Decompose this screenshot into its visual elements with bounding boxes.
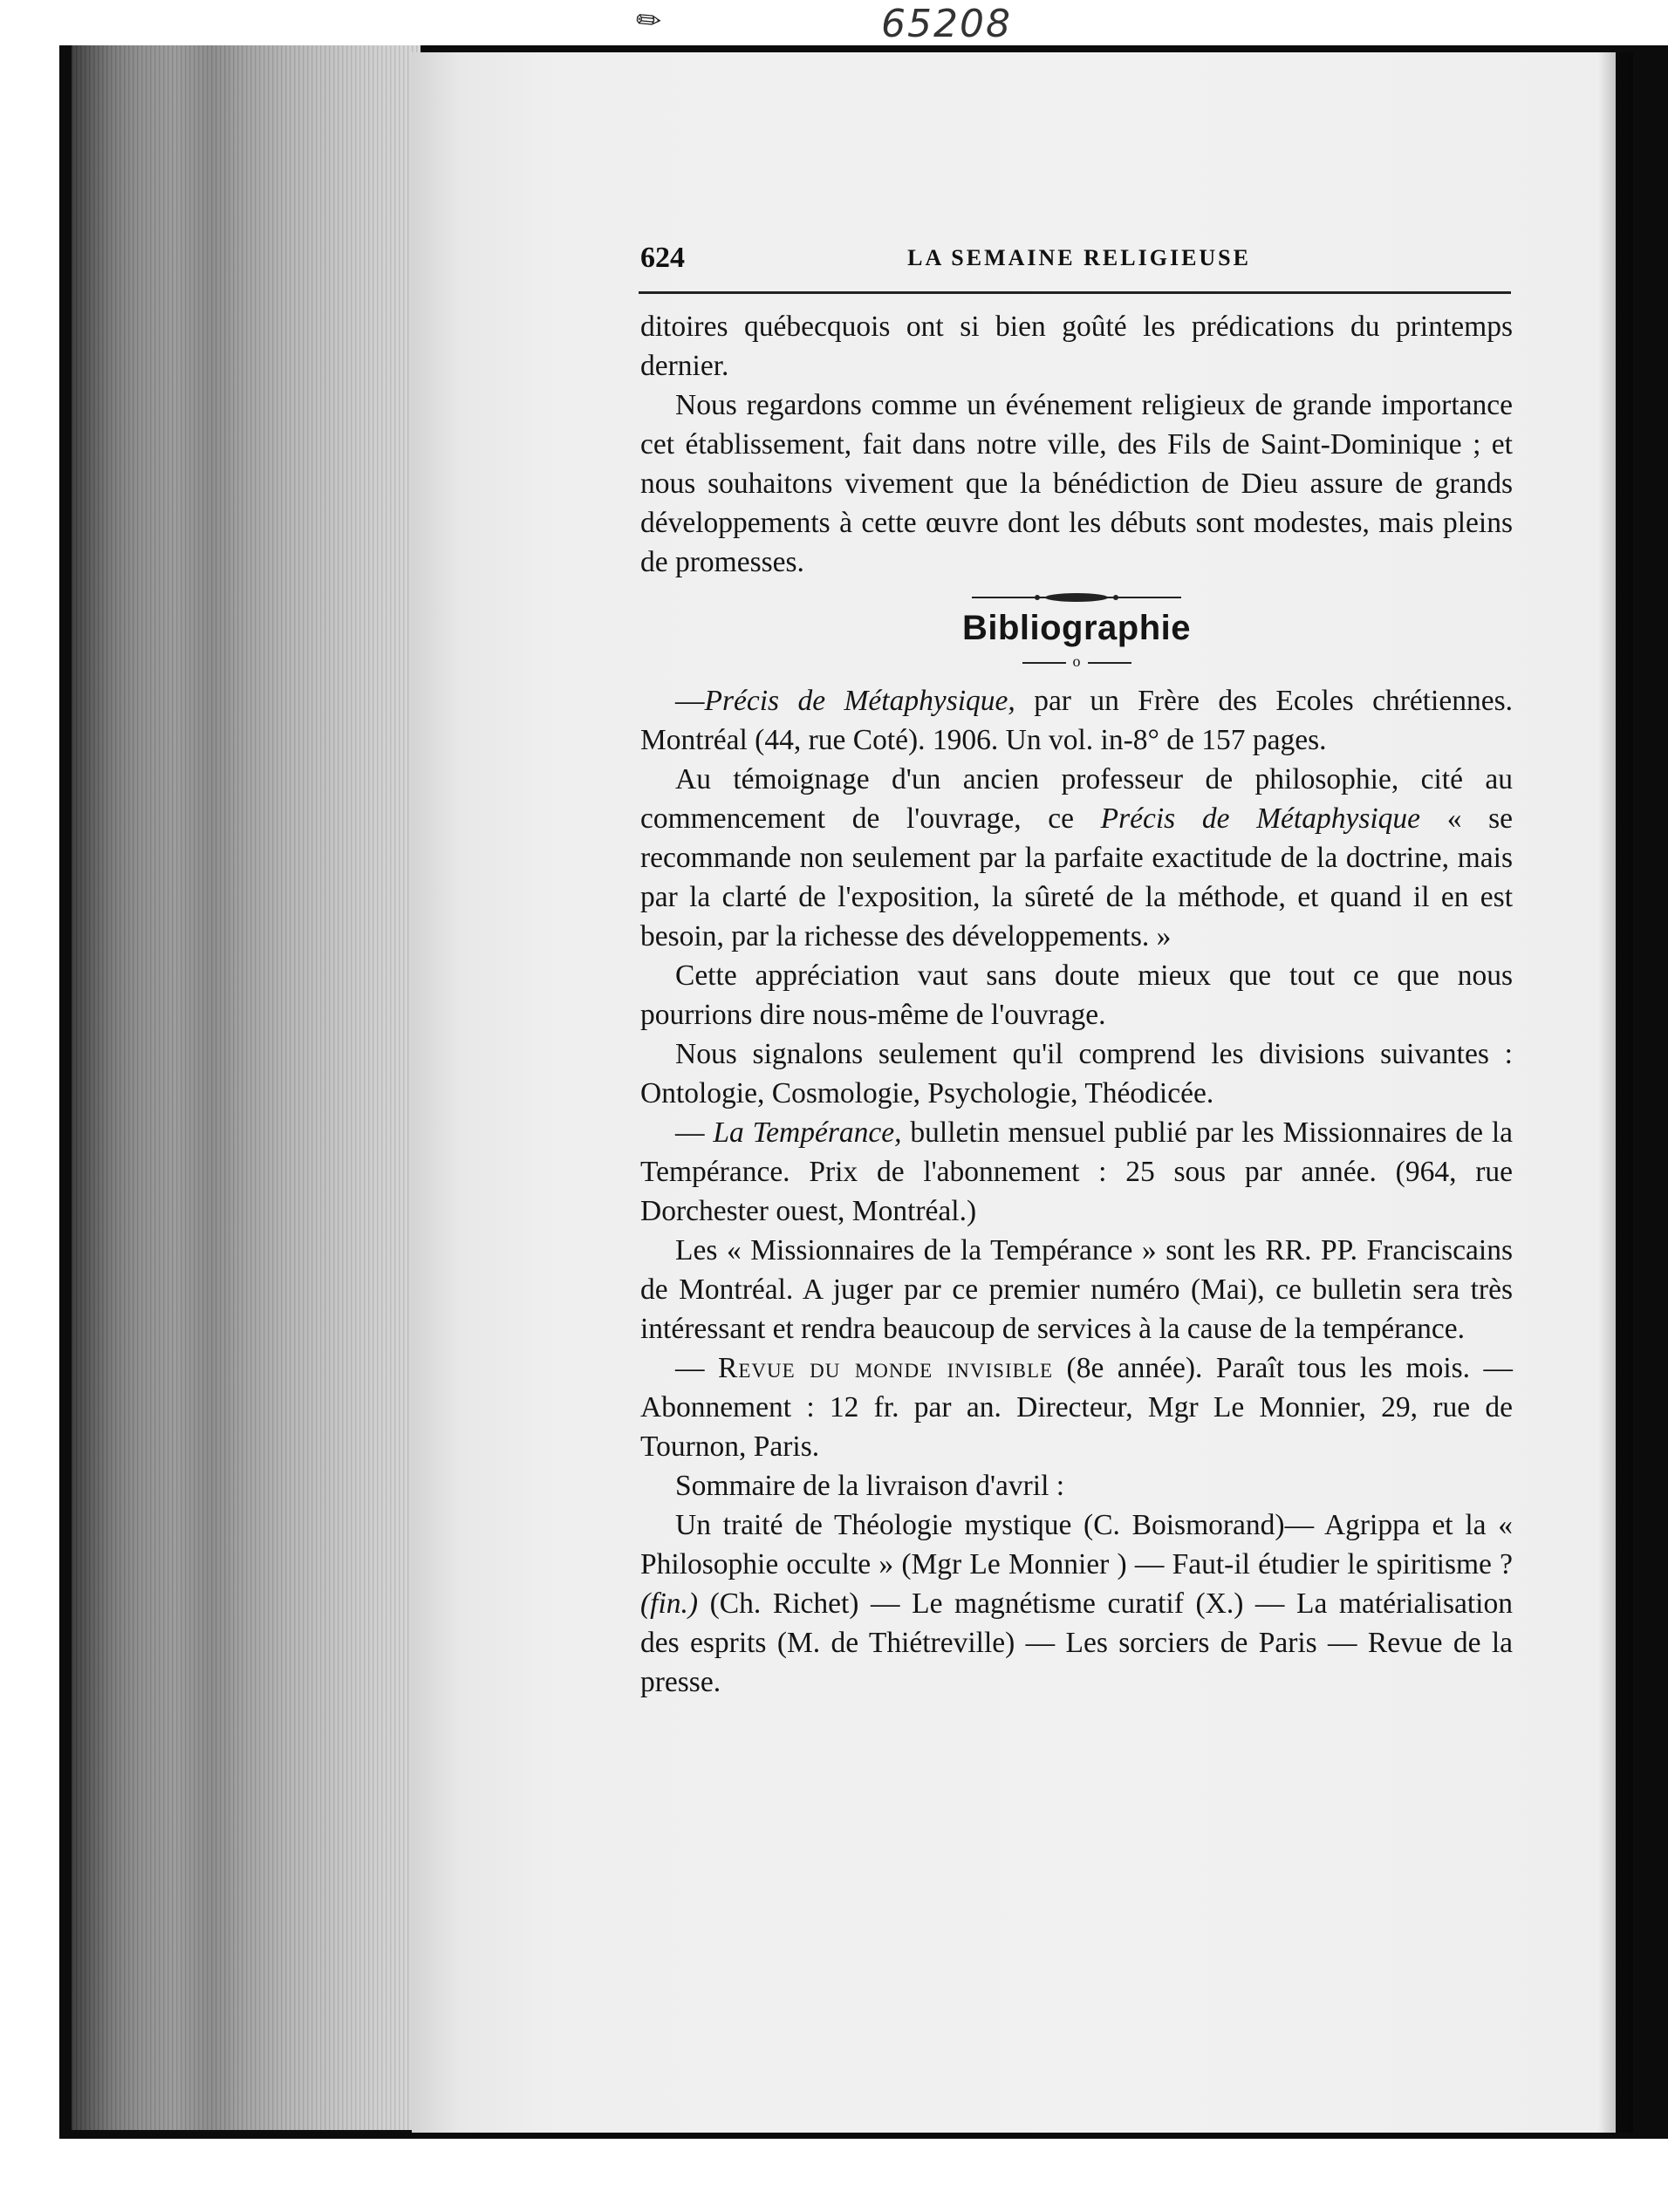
revue-title: Revue du monde invisible [717,1352,1054,1384]
book-page-edges [72,45,420,2130]
section-sub-ornament: o [640,652,1513,671]
paragraph-missionnaires: Les « Missionnaires de la Tempérance » sont les RR. PP. Franciscains de Montréal. A juger par ce premier numéro (Mai), ce bulletin sera très intéressant et rendra beaucoup de services à la cause de la tempérance. [640,1234,1513,1345]
paragraph-sommaire-heading: Sommaire de la livraison d'avril : [675,1470,1065,1502]
page-number: 624 [640,242,685,274]
paragraph-appreciation: Cette appréciation vaut sans doute mieux que tout ce que nous pourrions dire nous-même de l'ouvrage. [640,959,1513,1031]
page-body [640,307,1513,1895]
page-header [640,241,1513,276]
section-title: Bibliographie [961,609,1192,647]
pen-mark-icon: ✎ [628,0,671,43]
paragraph-dominicans: Nous regardons comme un événement religieux de grande importance cet établissement, fait dans notre ville, des Fils de Saint-Dominique ; et nous souhaitons vivement que la bénédiction de Dieu assure de grands développements à cette œuvre dont les débuts sont modestes, mais pleins de promesses. [640,389,1513,578]
bulletin-title: La Tempérance, [713,1116,902,1149]
book-title: Précis de Métaphysique, [704,685,1015,717]
paragraph-continuation: ditoires québecquois ont si bien goûté les prédications du printemps dernier. [640,311,1513,382]
book-title-reference: Précis de Métaphysique [1100,802,1421,835]
page-gutter-shadow [1598,52,1633,2133]
handwritten-accession-number: 65208 [881,2,1012,46]
section-ornament-icon [972,589,1181,606]
paragraph-temoignage: Au témoignage d'un ancien professeur de philosophie, cité au commencement de l'ouvrage, ce Précis de Métaphysique « se recommande non seulement par la parfaite exactitude de la doctrine, mais par la clarté de l'exposition, la sûreté de la méthode, et quand il en est besoin, par la richesse des développements. » [640,763,1514,952]
bibliography-entry-revue: — Revue du monde invisible (8e année). Paraît tous les mois. — Abonnement : 12 fr. par an. Directeur, Mgr Le Monnier, 29, rue de Tournon, Paris. [640,1352,1514,1463]
bibliography-entry-precis: —Précis de Métaphysique, par un Frère des Ecoles chrétiennes. Montréal (44, rue Coté). 1906. Un vol. in-8° de 157 pages. [640,685,1513,756]
running-head: LA SEMAINE RELIGIEUSE [907,245,1251,270]
paragraph-divisions: Nous signalons seulement qu'il comprend les divisions suivantes : Ontologie, Cosmologie, Psychologie, Théodicée. [640,1038,1513,1109]
header-rule [639,291,1511,294]
paragraph-sommaire-contents: Un traité de Théologie mystique (C. Boismorand)— Agrippa et la « Philosophie occulte » (Mgr Le Monnier ) — Faut-il étudier le spiritisme ? (fin.) (Ch. Richet) — Le magnétisme curatif (X.) — La matérialisation des esprits (M. de Thiétreville) — Les sorciers de Paris — Revue de la presse. [640,1509,1513,1698]
bibliography-entry-temperance: — La Tempérance, bulletin mensuel publié par les Missionnaires de la Tempérance. Prix de l'abonnement : 25 sous par année. (964, rue Dorchester ouest, Montréal.) [640,1116,1513,1227]
